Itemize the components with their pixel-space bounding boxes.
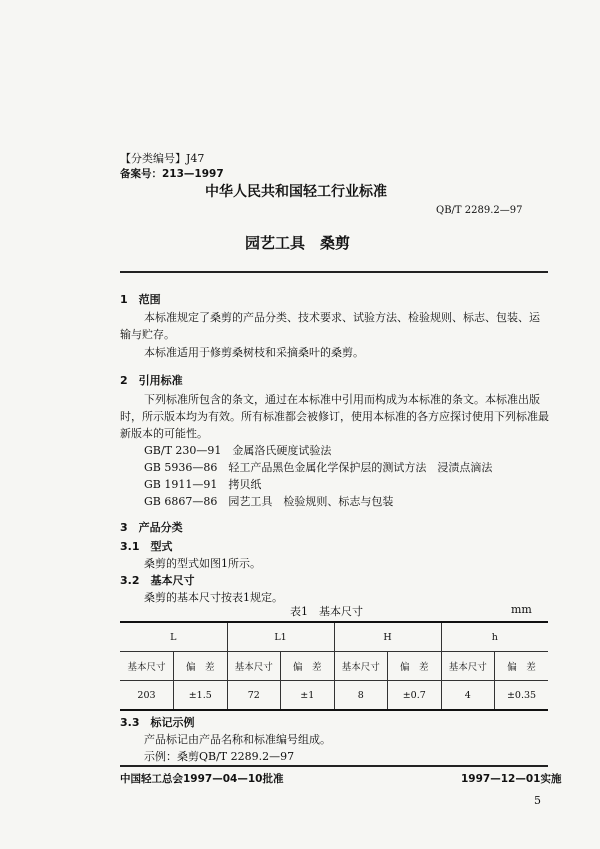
section-3-heading: 3 产品分类 — [120, 521, 183, 534]
section-3-3-text-1: 产品标记由产品名称和标准编号组成。 — [144, 733, 331, 746]
org-title: 中华人民共和国轻工行业标准 — [205, 184, 387, 200]
table-unit: mm — [511, 603, 532, 616]
document-title: 园艺工具 桑剪 — [245, 234, 351, 252]
table-group-header-row — [120, 622, 548, 652]
table-sub-header-row — [120, 652, 548, 681]
table-cell: 203 — [120, 681, 174, 711]
section-3-2-text: 桑剪的基本尺寸按表1规定。 — [144, 591, 283, 604]
section-2-heading: 2 引用标准 — [120, 374, 183, 387]
reference-4: GB 6867—86 园艺工具 检验规则、标志与包装 — [144, 495, 394, 508]
filing-number: 备案号：213—1997 — [120, 168, 224, 180]
table-group-header: L — [120, 622, 227, 652]
table-row — [120, 681, 548, 711]
reference-3: GB 1911—91 拷贝纸 — [144, 478, 262, 491]
table-caption: 表1 基本尺寸 — [290, 605, 363, 618]
table-sub-header: 基本尺寸 — [441, 652, 495, 681]
section-1-paragraph-1: 本标准规定了桑剪的产品分类、技术要求、试验方法、检验规则、标志、包装、运输与贮存。 — [120, 311, 540, 341]
approval-date: 中国轻工总会1997—04—10批准 — [120, 773, 284, 785]
table-sub-header: 偏 差 — [174, 652, 228, 681]
table-cell: ±1 — [281, 681, 335, 711]
table-cell: 4 — [441, 681, 495, 711]
table-cell: 72 — [227, 681, 281, 711]
table-sub-header: 基本尺寸 — [120, 652, 174, 681]
classification-number: 【分类编号】J47 — [120, 152, 205, 165]
section-1-paragraph-2: 本标准适用于修剪桑树枝和采摘桑叶的桑剪。 — [144, 346, 364, 359]
reference-2: GB 5936—86 轻工产品黑色金属化学保护层的测试方法 浸渍点滴法 — [144, 461, 493, 474]
effective-date: 1997—12—01实施 — [461, 773, 562, 785]
section-2-paragraph: 下列标准所包含的条文，通过在本标准中引用而构成为本标准的条文。本标准出版时，所示版本均为有效。所有标准都会被修订，使用本标准的各方应探讨使用下列标准最新版本的可能性。 — [120, 393, 549, 440]
table-sub-header: 偏 差 — [388, 652, 442, 681]
table-cell: ±0.35 — [495, 681, 549, 711]
table-group-header: H — [334, 622, 441, 652]
section-3-3-example: 示例：桑剪QB/T 2289.2—97 — [144, 750, 295, 763]
footer-rule — [120, 765, 548, 767]
table-sub-header: 基本尺寸 — [227, 652, 281, 681]
section-1-heading: 1 范围 — [120, 293, 161, 306]
section-3-1-heading: 3.1 型式 — [120, 540, 173, 553]
table-sub-header: 偏 差 — [281, 652, 335, 681]
header-rule — [120, 271, 548, 273]
dimensions-table — [120, 621, 548, 711]
reference-1: GB/T 230—91 金属洛氏硬度试验法 — [144, 444, 332, 457]
section-3-2-heading: 3.2 基本尺寸 — [120, 574, 195, 587]
table-group-header: L1 — [227, 622, 334, 652]
table-sub-header: 偏 差 — [495, 652, 549, 681]
table-sub-header: 基本尺寸 — [334, 652, 388, 681]
table-cell: ±0.7 — [388, 681, 442, 711]
section-3-3-heading: 3.3 标记示例 — [120, 716, 195, 729]
table-cell: 8 — [334, 681, 388, 711]
standard-code: QB/T 2289.2—97 — [436, 205, 523, 216]
table-group-header: h — [441, 622, 548, 652]
table-cell: ±1.5 — [174, 681, 228, 711]
page-number: 5 — [534, 794, 541, 807]
section-3-1-text: 桑剪的型式如图1所示。 — [144, 557, 261, 570]
